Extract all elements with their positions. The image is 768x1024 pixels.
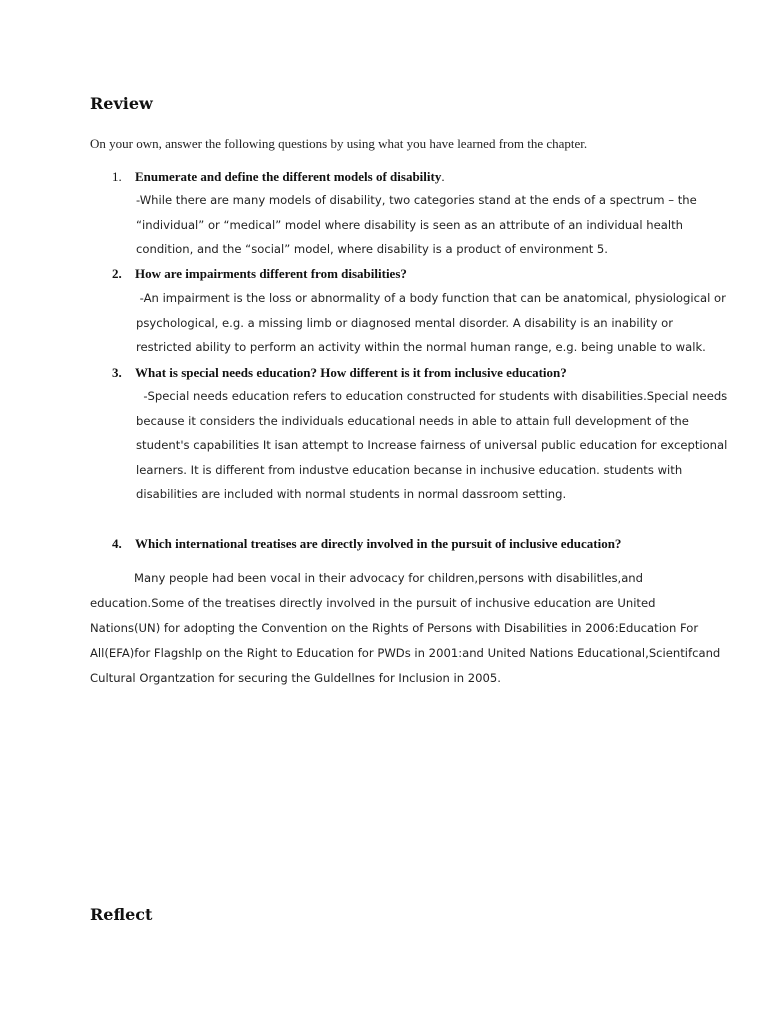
question-4 [112, 536, 621, 552]
question-1 [112, 169, 445, 185]
question-text: Which international treatises are directly involved in the pursuit of inclusive education? [135, 536, 622, 551]
answer-line: education.Some of the treatises directly involved in the pursuit of inchusive education are United [90, 596, 656, 610]
answer-line: Cultural Organtzation for securing the Guldellnes for Inclusion in 2005. [90, 671, 501, 685]
answer-line: restricted ability to perform an activity within the normal human range, e.g. being unable to walk. [136, 340, 706, 355]
answer-4 [90, 566, 721, 691]
answer-3 [136, 384, 728, 507]
question-suffix: . [441, 169, 445, 184]
answer-line: -Special needs education refers to education constructed for students with disabilities.Special needs [136, 389, 728, 403]
question-2 [112, 266, 407, 282]
question-number: 4. [112, 536, 122, 551]
review-intro: On your own, answer the following questions by using what you have learned from the chapter. [90, 136, 588, 151]
answer-line: Many people had been vocal in their advocacy for children,persons with disabilitles,and [134, 571, 644, 585]
answer-line: disabilities are included with normal students in normal dassroom setting. [136, 487, 567, 502]
question-3 [112, 365, 567, 381]
question-number: 2. [112, 266, 122, 281]
answer-1 [136, 188, 696, 262]
answer-line: -While there are many models of disability, two categories stand at the ends of a spectrum – the [136, 193, 697, 207]
answer-line: -An impairment is the loss or abnormality of a body function that can be anatomical, physiological or [136, 291, 726, 305]
question-number: 3. [112, 365, 122, 380]
question-text: What is special needs education? How different is it from inclusive education? [135, 365, 567, 380]
answer-line: Nations(UN) for adopting the Convention on the Rights of Persons with Disabilities in 2006:Education For [90, 621, 699, 635]
answer-line: student's capabilities It isan attempt to Increase fairness of universal public education for exceptional [136, 438, 728, 453]
answer-line: psychological, e.g. a missing limb or diagnosed mental disorder. A disability is an inability or [136, 315, 673, 330]
answer-line: All(EFA)for Flagshlp on the Right to Education for PWDs in 2001:and United Nations Educational,Scientifcand [90, 646, 721, 660]
question-text: How are impairments different from disabilities? [135, 266, 407, 281]
answer-line: “individual” or “medical” model where disability is seen as an attribute of an individual health [136, 217, 683, 232]
question-text: Enumerate and define the different models of disability [135, 169, 442, 184]
reflect-heading: Reflect [90, 905, 153, 924]
answer-2 [136, 286, 726, 360]
question-number: 1. [112, 169, 122, 184]
answer-line: because it considers the individuals educational needs in able to attain full development of the [136, 413, 689, 428]
review-heading: Review [90, 94, 153, 113]
answer-line: condition, and the “social” model, where disability is a product of environment 5. [136, 242, 608, 257]
answer-line: learners. It is different from industve education becanse in inchusive education. students with [136, 462, 683, 477]
